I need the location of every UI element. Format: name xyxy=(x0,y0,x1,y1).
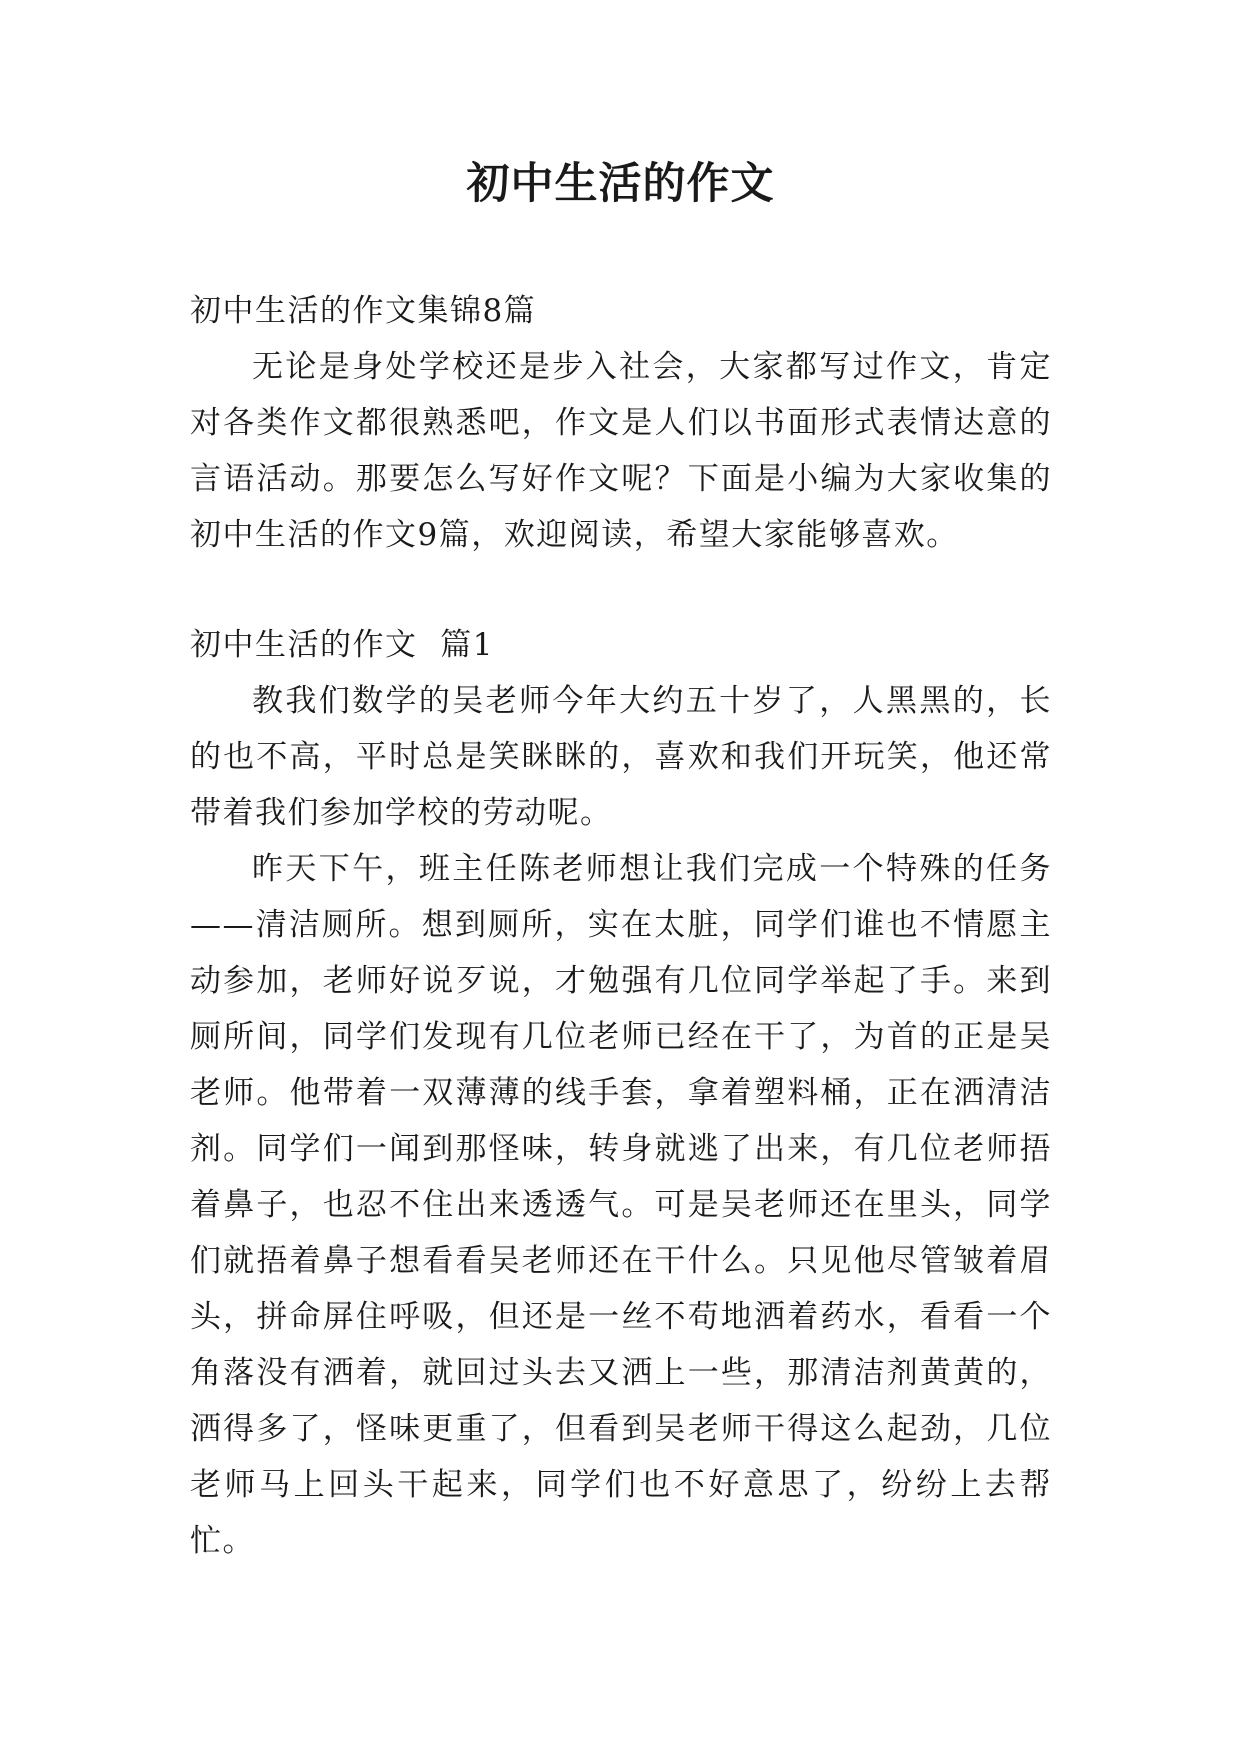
document-body xyxy=(190,283,1052,1569)
section-spacer xyxy=(190,563,1052,617)
intro-paragraph: 无论是身处学校还是步入社会，大家都写过作文，肯定对各类作文都很熟悉吧，作文是人们以书面形式表情达意的言语活动。那要怎么写好作文呢？下面是小编为大家收集的初中生活的作文9篇，欢迎阅读，希望大家能够喜欢。 xyxy=(190,349,1052,553)
collection-heading: 初中生活的作文集锦8篇 xyxy=(190,293,537,329)
body-paragraph-1: 教我们数学的吴老师今年大约五十岁了，人黑黑的，长的也不高，平时总是笑眯眯的，喜欢和我们开玩笑，他还常带着我们参加学校的劳动呢。 xyxy=(190,683,1052,831)
body-paragraph-2: 昨天下午，班主任陈老师想让我们完成一个特殊的任务——清洁厕所。想到厕所，实在太脏，同学们谁也不情愿主动参加，老师好说歹说，才勉强有几位同学举起了手。来到厕所间，同学们发现有几位老师已经在干了，为首的正是吴老师。他带着一双薄薄的线手套，拿着塑料桶，正在洒清洁剂。同学们一闻到那怪味，转身就逃了出来，有几位老师捂着鼻子，也忍不住出来透透气。可是吴老师还在里头，同学们就捂着鼻子想看看吴老师还在干什么。只见他尽管皱着眉头，拼命屏住呼吸，但还是一丝不苟地洒着药水，看看一个角落没有洒着，就回过头去又洒上一些，那清洁剂黄黄的，洒得多了，怪味更重了，但看到吴老师干得这么起劲，几位老师马上回头干起来，同学们也不好意思了，纷纷上去帮忙。 xyxy=(190,851,1052,1559)
section-heading: 初中生活的作文 篇1 xyxy=(190,627,494,663)
document-title: 初中生活的作文 xyxy=(466,159,775,209)
